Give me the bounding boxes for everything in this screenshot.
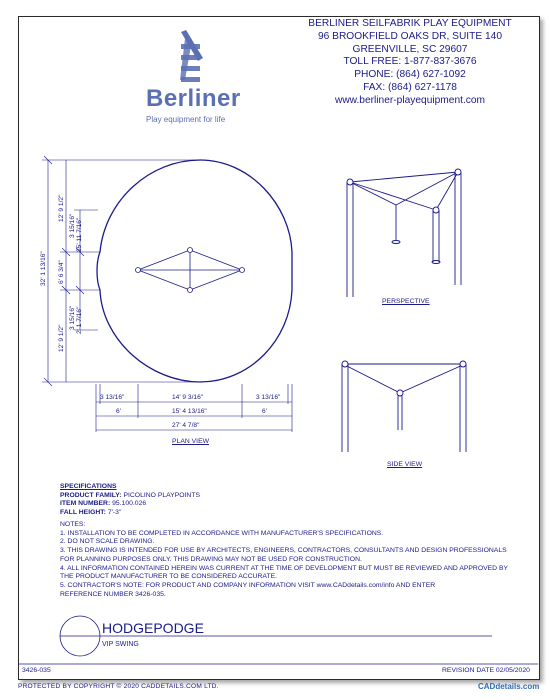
note-line: 2. DO NOT SCALE DRAWING.	[60, 538, 155, 546]
company-name: BERLINER SEILFABRIK PLAY EQUIPMENT	[308, 18, 512, 29]
notes-header: NOTES:	[60, 521, 86, 528]
note-line: 1. INSTALLATION TO BE COMPLETED IN ACCORDANCE WITH MANUFACTURER'S SPECIFICATIONS.	[60, 529, 384, 537]
dim-bottom-center-mid: 15' 4 13/16"	[172, 408, 207, 415]
spec-item-label: ITEM NUMBER:	[60, 500, 111, 508]
company-fax: FAX: (864) 627-1178	[363, 81, 457, 93]
logo-tagline: Play equipment for life	[146, 115, 226, 124]
dim-middle-section: 6' 6 3/4"	[58, 260, 65, 284]
specifications	[60, 483, 500, 517]
berliner-logo-icon	[180, 30, 203, 82]
dim-bottom-total: 27' 4 7/8"	[172, 422, 200, 429]
spec-item-row	[60, 500, 500, 509]
note-line: REFERENCE NUMBER 3426-035.	[60, 590, 166, 598]
company-phone: PHONE: (864) 627-1092	[354, 69, 466, 81]
company-info	[300, 18, 520, 108]
spec-fall-row	[60, 509, 500, 518]
plan-dimensions-left	[42, 156, 200, 386]
dim-upper-a: 3 15/16"	[69, 213, 76, 238]
plan-view-drawing	[97, 160, 292, 382]
spec-family-label: PRODUCT FAMILY:	[60, 491, 122, 499]
dim-bottom-left-mid: 6'	[116, 408, 121, 415]
spec-fall-label: FALL HEIGHT:	[60, 508, 106, 516]
dim-top-section: 12' 9 1/2"	[58, 194, 65, 222]
dim-bottom-left-top: 3 13/16"	[100, 394, 125, 401]
side-view-drawing	[342, 361, 466, 452]
dim-upper-b: 25' 11 7/16"	[76, 217, 83, 252]
dim-bottom-section: 12' 9 1/2"	[58, 324, 65, 352]
spec-item-value: 95.100.026	[112, 500, 147, 508]
drawing-title: HODGEPODGE	[102, 620, 204, 636]
note-line: THE PRODUCT MANUFACTURER TO BE CONSIDERED ACCURATE.	[60, 573, 278, 581]
dim-total-height: 32' 1 13/16"	[40, 251, 47, 286]
plan-view-title: PLAN VIEW	[172, 438, 210, 445]
spec-header: SPECIFICATIONS	[60, 483, 117, 490]
reference-number: 3426-035	[22, 667, 51, 674]
company-address-line1: 96 BROOKFIELD OAKS DR, SUITE 140	[317, 30, 502, 42]
side-view-title: SIDE VIEW	[387, 461, 423, 468]
dim-bottom-center-top: 14' 9 3/16"	[172, 394, 204, 401]
dim-bottom-right-top: 3 13/16"	[256, 394, 281, 401]
note-line: 3. THIS DRAWING IS INTENDED FOR USE BY ARCHITECTS, ENGINEERS, CONTRACTORS, CONSULTANTS AND DESIGN PROFESSIONALS	[60, 547, 507, 555]
note-line: 5. CONTRACTOR'S NOTE: FOR PRODUCT AND COMPANY INFORMATION VISIT www.CADdetails.com/info AND ENTER	[60, 581, 436, 589]
company-website[interactable]: www.berliner-playequipment.com	[334, 94, 486, 106]
caddetails-logo[interactable]: CADdetails.com	[478, 682, 540, 691]
company-tollfree: TOLL FREE: 1-877-837-3676	[343, 56, 477, 68]
dim-lower-b: 2' 1 7/16"	[76, 306, 83, 334]
spec-family-value: PICOLINO PLAYPOINTS	[123, 491, 201, 499]
copyright-notice: PROTECTED BY COPYRIGHT © 2020 CADDETAILS.COM LTD.	[18, 683, 219, 690]
title-block	[18, 616, 538, 664]
dim-lower-a: 3 15/16"	[69, 305, 76, 330]
revision-date: REVISION DATE 02/05/2020	[442, 667, 530, 674]
spec-family-row	[60, 492, 500, 501]
logo-wordmark: Berliner	[146, 85, 241, 112]
note-line: 4. ALL INFORMATION CONTAINED HEREIN WAS CURRENT AT THE TIME OF DEVELOPMENT BUT MUST BE REVIEWED AND APPROVED BY	[60, 564, 509, 572]
note-line: FOR PLANNING PURPOSES ONLY. THIS DRAWING MAY NOT BE USED FOR CONSTRUCTION.	[60, 555, 362, 563]
notes	[60, 521, 509, 599]
company-address-line2: GREENVILLE, SC 29607	[352, 43, 468, 55]
drawing-subtitle: VIP SWING	[102, 641, 139, 648]
perspective-view-drawing	[347, 169, 461, 297]
perspective-view-title: PERSPECTIVE	[382, 298, 430, 305]
spec-fall-value: 7'-3"	[107, 508, 122, 516]
dim-bottom-right-mid: 6'	[262, 408, 267, 415]
